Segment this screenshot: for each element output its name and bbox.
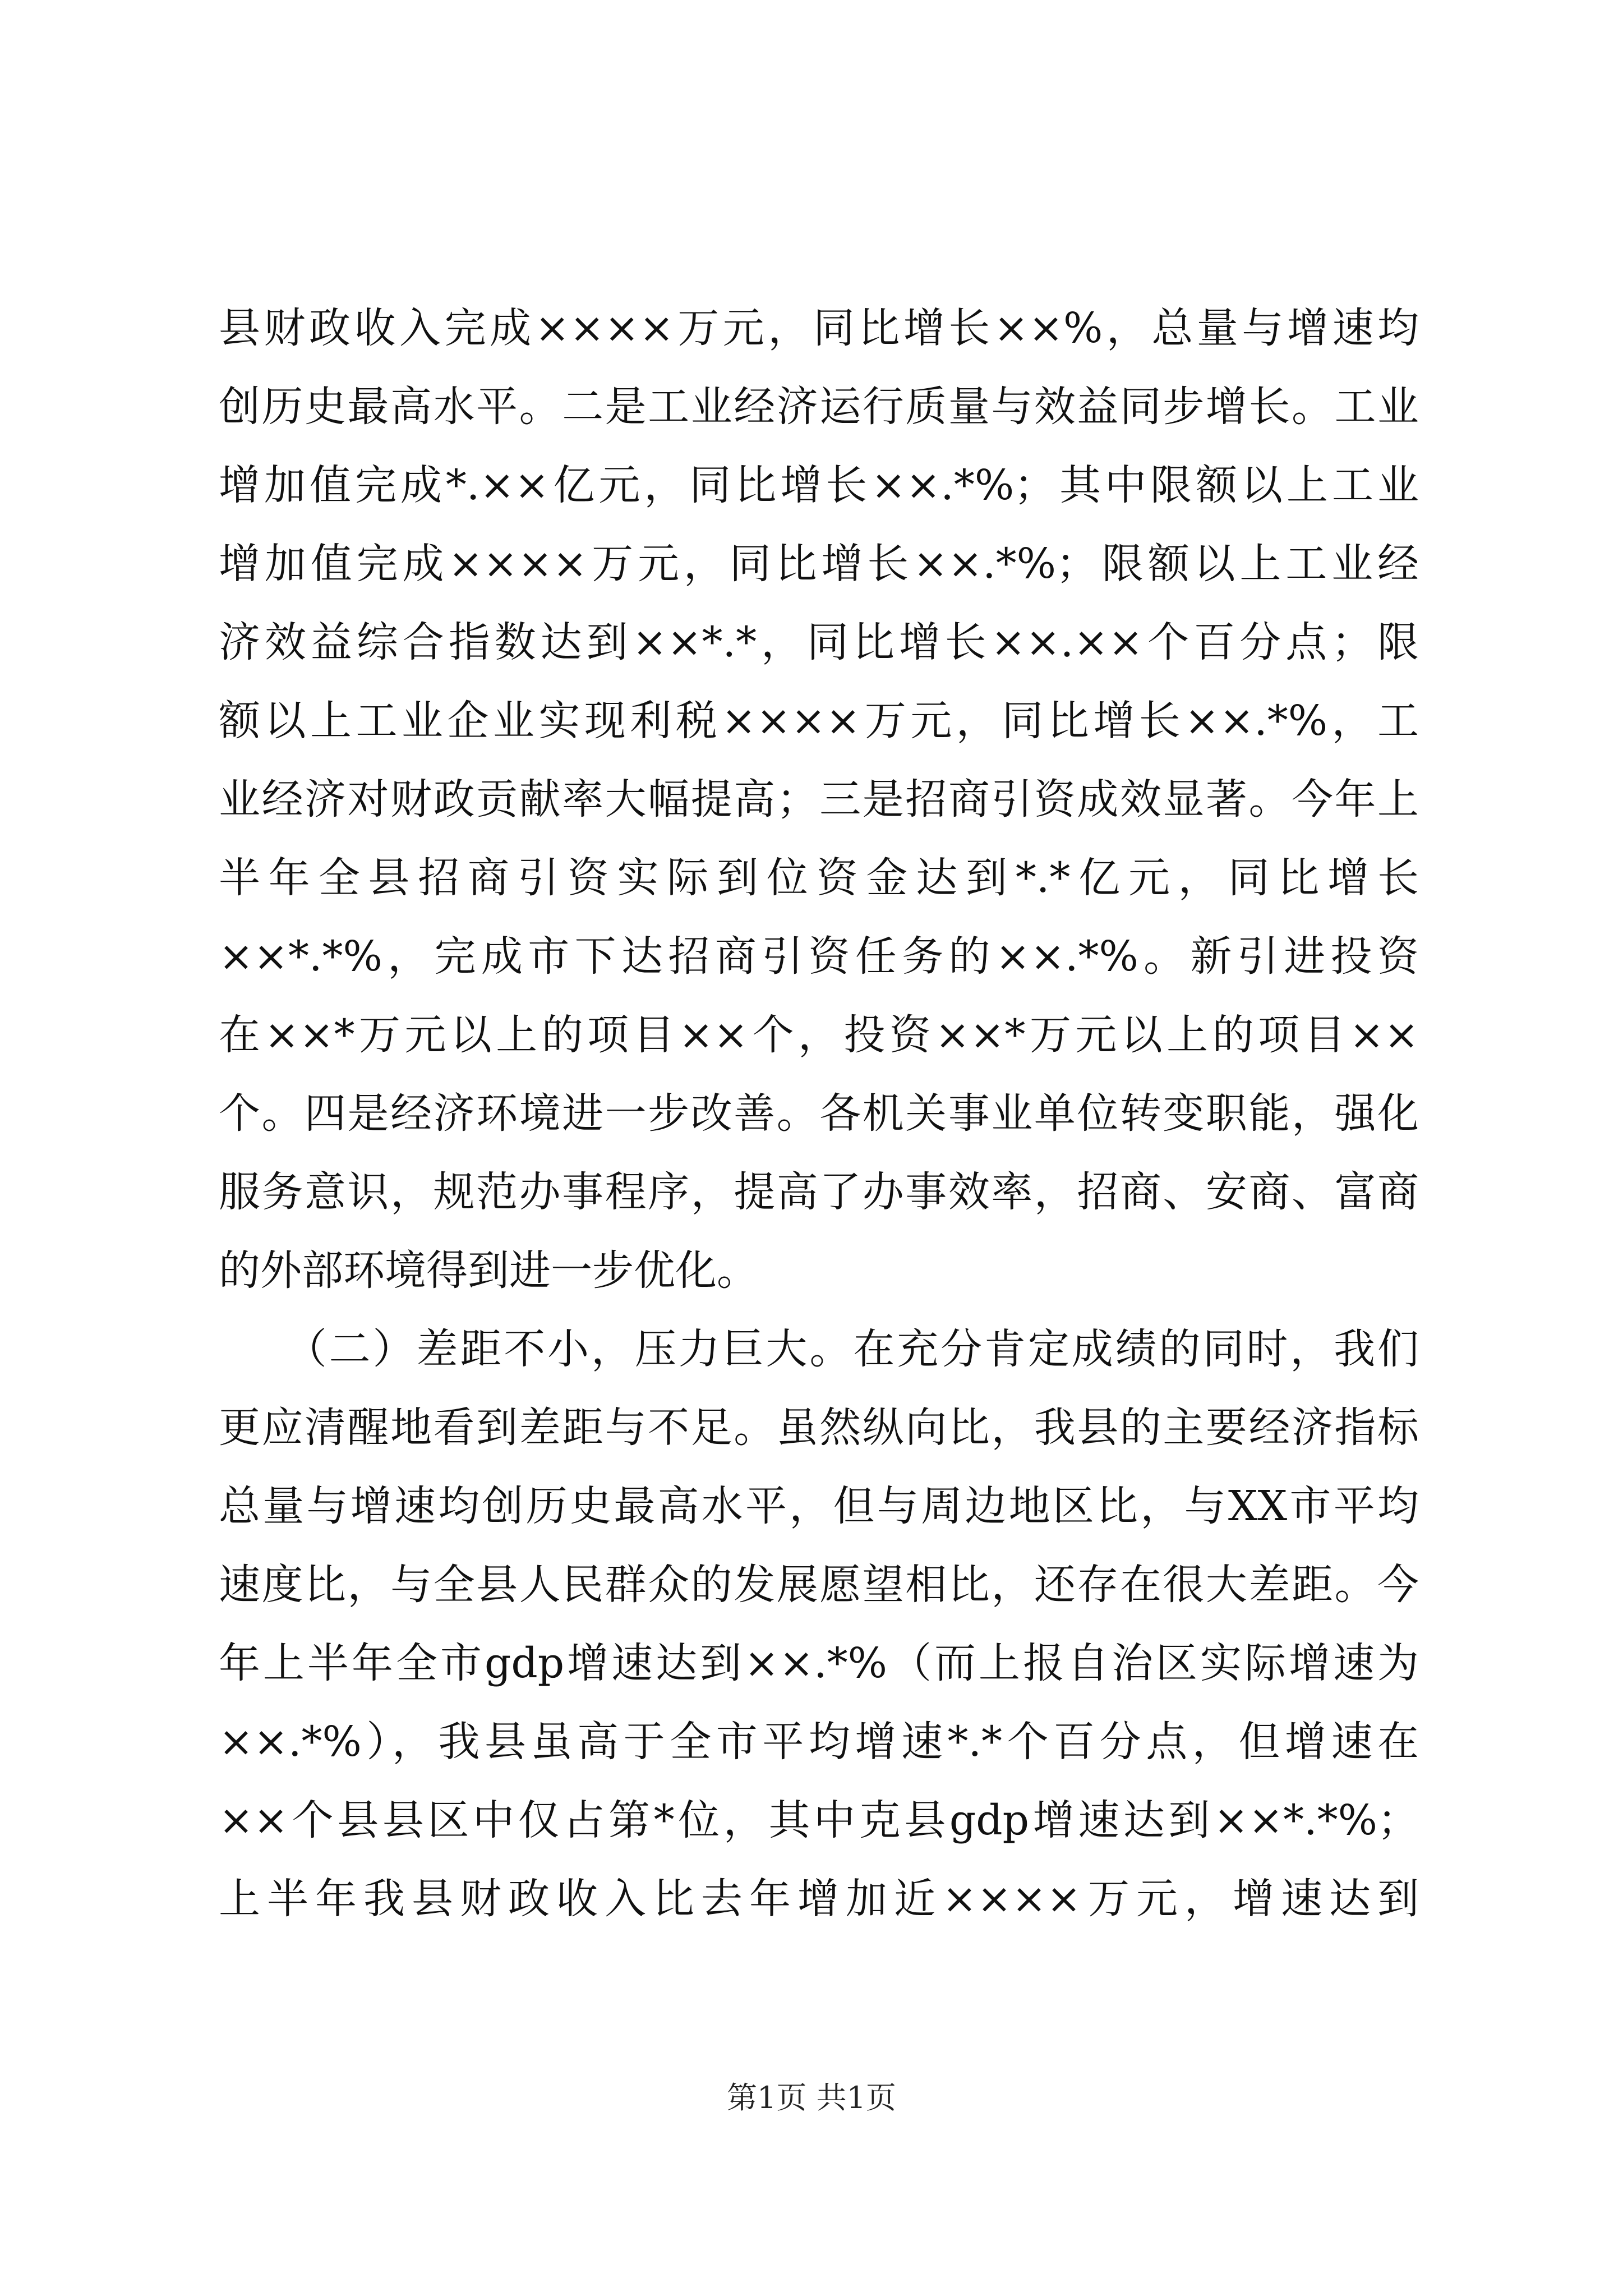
text-line-15: 更应清醒地看到差距与不足。虽然纵向比，我县的主要经济指标: [219, 1404, 1419, 1452]
text-line-8: 半年全县招商引资实际到位资金达到*.*亿元，同比增长: [219, 854, 1419, 902]
text-line-16: 总量与增速均创历史最高水平，但与周边地区比，与XX市平均: [219, 1482, 1419, 1530]
text-line-21: 上半年我县财政收入比去年增加近××××万元，增速达到: [219, 1875, 1419, 1923]
text-line-6: 额以上工业企业实现利税××××万元，同比增长××.*%，工: [219, 697, 1419, 745]
text-line-3: 增加值完成*.××亿元，同比增长××.*%；其中限额以上工业: [219, 461, 1419, 509]
text-line-11: 个。四是经济环境进一步改善。各机关事业单位转变职能，强化: [219, 1089, 1419, 1138]
text-line-9: ××*.*%，完成市下达招商引资任务的××.*%。新引进投资: [219, 932, 1419, 981]
page-footer: 第1页 共1页: [727, 2080, 896, 2115]
text-line-10: 在××*万元以上的项目××个，投资××*万元以上的项目××: [219, 1011, 1419, 1059]
text-line-14: （二）差距不小，压力巨大。在充分肯定成绩的同时，我们: [219, 1325, 1419, 1373]
text-line-2: 创历史最高水平。二是工业经济运行质量与效益同步增长。工业: [219, 383, 1419, 431]
text-line-20: ××个县县区中仅占第*位，其中克县gdp增速达到××*.*%；: [219, 1796, 1419, 1844]
text-line-17: 速度比，与全县人民群众的发展愿望相比，还存在很大差距。今: [219, 1561, 1419, 1609]
text-line-12: 服务意识，规范办事程序，提高了办事效率，招商、安商、富商: [219, 1168, 1419, 1216]
text-line-4: 增加值完成××××万元，同比增长××.*%；限额以上工业经: [219, 540, 1419, 588]
text-line-18: 年上半年全市gdp增速达到××.*%（而上报自治区实际增速为: [219, 1639, 1419, 1687]
text-line-19: ××.*%），我县虽高于全市平均增速*.*个百分点，但增速在: [219, 1718, 1419, 1766]
text-line-1: 县财政收入完成××××万元，同比增长××%，总量与增速均: [219, 304, 1419, 352]
text-line-5: 济效益综合指数达到××*.*，同比增长××.××个百分点；限: [219, 618, 1419, 666]
text-line-13: 的外部环境得到进一步优化。: [219, 1246, 758, 1295]
text-line-7: 业经济对财政贡献率大幅提高；三是招商引资成效显著。今年上: [219, 775, 1419, 823]
